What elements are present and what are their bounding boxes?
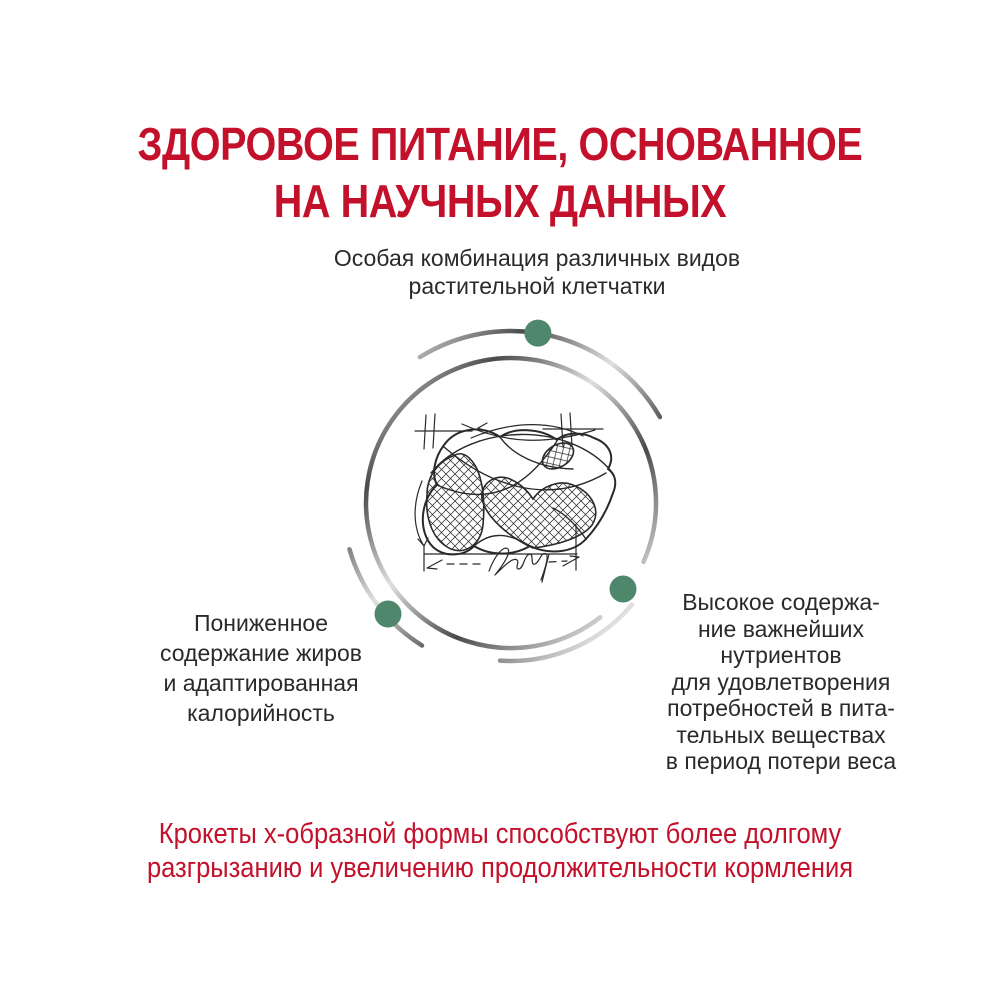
outer-right-arc bbox=[500, 605, 632, 661]
callout-reduced-fat bbox=[131, 608, 391, 728]
callout-line: для удовлетворения bbox=[671, 668, 891, 695]
callout-line: Особая комбинация различных видов bbox=[333, 245, 741, 271]
signature-scribble bbox=[489, 548, 549, 582]
callout-line: в период потери веса bbox=[665, 748, 897, 774]
page-title bbox=[70, 116, 930, 230]
title-line-1: ЗДОРОВОЕ ПИТАНИЕ, ОСНОВАННОЕ bbox=[137, 118, 863, 170]
callout-line: калорийность bbox=[187, 700, 335, 726]
callout-line: и адаптированная bbox=[163, 670, 359, 696]
callout-fiber-combination bbox=[287, 244, 787, 300]
top-guide-curves bbox=[462, 423, 595, 440]
kibble-bottom-lobe-hatched bbox=[482, 477, 596, 548]
footnote-line-1: Крокеты х-образной формы способствуют более долгому bbox=[158, 818, 842, 850]
callout-line: потребностей в пита- bbox=[667, 695, 895, 721]
callout-line: содержание жиров bbox=[160, 640, 362, 666]
dimension-ticks-left bbox=[415, 414, 472, 449]
kibble-technical-drawing bbox=[415, 413, 615, 582]
footnote-kibble-shape bbox=[60, 817, 940, 885]
green-dot-top bbox=[524, 320, 551, 347]
callout-line: ние важнейших bbox=[697, 615, 864, 642]
callout-line: Высокое содержа- bbox=[682, 589, 880, 615]
callout-line: растительной клетчатки bbox=[408, 273, 666, 299]
callout-high-nutrients bbox=[651, 589, 911, 775]
green-dot-right bbox=[610, 576, 637, 603]
title-line-2: НА НАУЧНЫХ ДАННЫХ bbox=[273, 175, 727, 227]
callout-line: Пониженное bbox=[193, 610, 329, 636]
callout-line: нутриентов bbox=[720, 642, 842, 668]
callout-line: тельных веществах bbox=[676, 721, 886, 748]
footnote-line-2: разгрызанию и увеличению продолжительности кормления bbox=[146, 852, 854, 884]
